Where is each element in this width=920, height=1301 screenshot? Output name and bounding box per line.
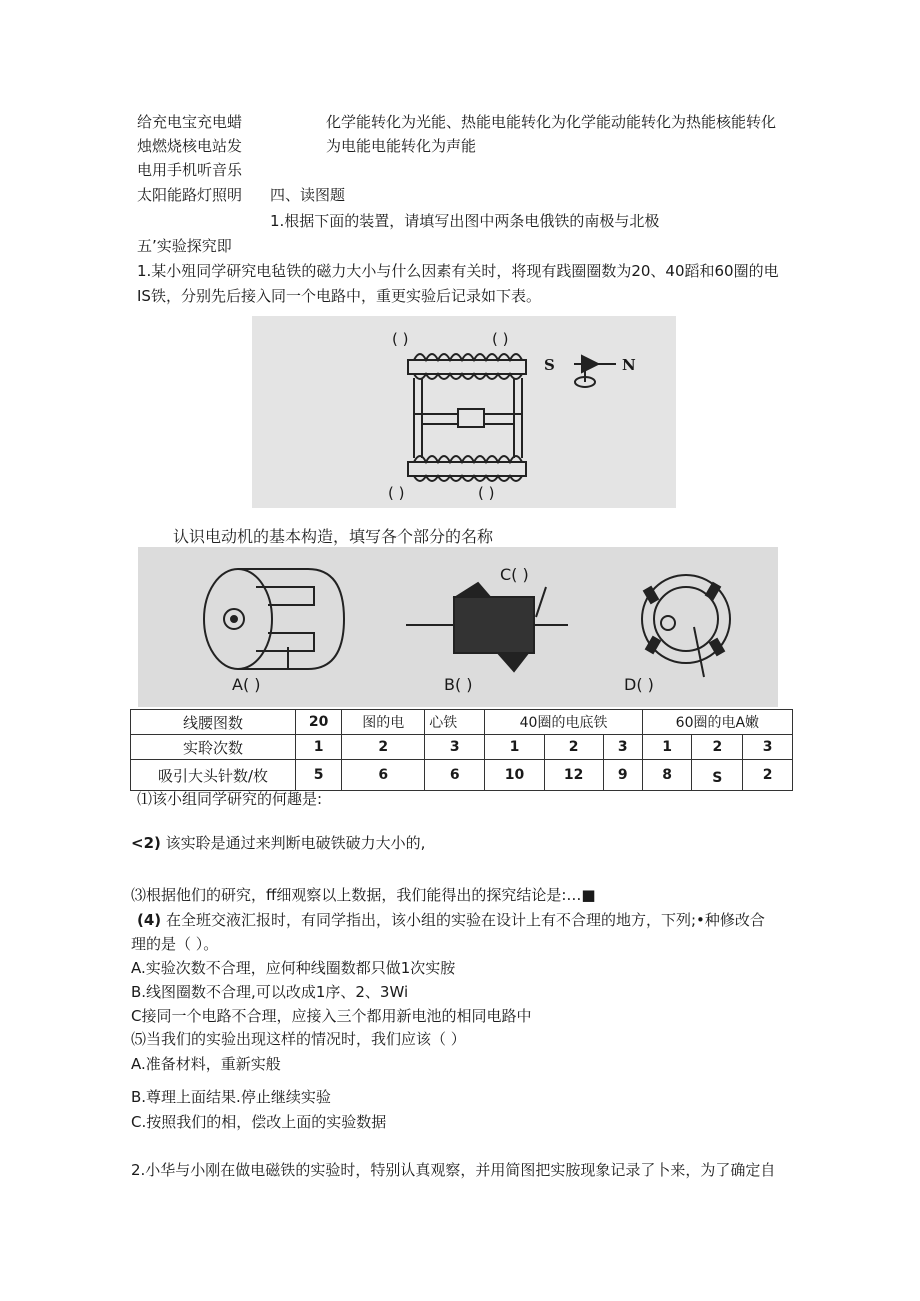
table-row bbox=[131, 760, 793, 791]
table-cell: 心铁 bbox=[425, 710, 485, 735]
question-3: ⑶根据他们的研究，ff细观察以上数据，我们能得出的探究结论是:…■ bbox=[131, 886, 596, 904]
table-cell: 2 bbox=[743, 760, 793, 791]
table-cell: 6 bbox=[425, 760, 485, 791]
question-2-main: 2.小华与小刚在做电磁铁的实验时，特别认真观察，并用简图把实胺现象记录了卜来，为了确定自 bbox=[131, 1161, 776, 1179]
table-cell: 3 bbox=[743, 735, 793, 760]
compass-s-label: S bbox=[544, 356, 555, 374]
table-cell: 20 bbox=[296, 710, 342, 735]
table-cell: 10 bbox=[485, 760, 544, 791]
table-cell: 3 bbox=[603, 735, 642, 760]
table-cell: 图的电 bbox=[342, 710, 425, 735]
table-cell: 40圈的电底铁 bbox=[485, 710, 642, 735]
question-5-1-line-2: IS铁，分别先后接入同一个电路中，重更实验后记录如下表。 bbox=[137, 287, 541, 305]
table-cell: 2 bbox=[692, 735, 743, 760]
question-5: ⑸当我们的实验出现这样的情况时，我们应该（ ） bbox=[131, 1030, 466, 1048]
electromagnet-figure bbox=[252, 316, 676, 508]
question-4-option-a: A.实验次数不合理，应何种线圈数都只做1次实胺 bbox=[131, 959, 456, 977]
match-right-line-1: 化学能转化为光能、热能电能转化为化学能动能转化为热能核能转化 bbox=[326, 113, 777, 131]
question-4-option-c: C接同一个电路不合理，应接入三个都用新电池的相同电路中 bbox=[131, 1007, 532, 1025]
question-5-option-b: B.尊理上面结果.停止继续实验 bbox=[131, 1088, 331, 1106]
table-row bbox=[131, 735, 793, 760]
table-cell: 60圈的电A嫩 bbox=[642, 710, 792, 735]
question-5-1-line-1: 1.某小殂同学研究电毡铁的磁力大小与什么因素有关时，将现有践圈圈数为20、40蹈和60圈的电 bbox=[137, 262, 779, 280]
motor-label-c: C( ) bbox=[500, 565, 529, 584]
table-cell: 12 bbox=[544, 760, 603, 791]
question-5-option-c: C.按照我们的相，偿改上面的实验数据 bbox=[131, 1113, 387, 1131]
question-4-number: (4) bbox=[137, 911, 162, 929]
experiment-table bbox=[130, 709, 793, 791]
table-row-head-coil: 线腰图数 bbox=[131, 710, 296, 735]
table-row bbox=[131, 710, 793, 735]
table-cell: 9 bbox=[603, 760, 642, 791]
electromagnet-paren-bottom-left: ( ) bbox=[388, 484, 405, 502]
electromagnet-paren-bottom-right: ( ) bbox=[478, 484, 495, 502]
section-5-title: 五’实验探究即 bbox=[137, 237, 232, 255]
question-2-text: 该实聆是通过来判断电破铁破力大小的, bbox=[165, 834, 426, 852]
electromagnet-paren-top-right: ( ) bbox=[492, 330, 509, 348]
motor-label-d: D( ) bbox=[624, 675, 654, 694]
question-4-text: 在全班交液汇报时，有同学指出，该小组的实验在设计上有不合理的地方，下列;•种修改合 bbox=[165, 911, 765, 929]
table-cell: 5 bbox=[296, 760, 342, 791]
match-right-line-2: 为电能电能转化为声能 bbox=[326, 137, 477, 155]
question-4-option-b: B.线图圈数不合理,可以改成1序、2、3Wi bbox=[131, 983, 409, 1001]
table-cell: 6 bbox=[342, 760, 425, 791]
compass-n-label: N bbox=[622, 356, 636, 374]
question-4-1: 1.根据下面的装置，请填写出图中两条电俄铁的南极与北极 bbox=[270, 212, 660, 230]
match-left-line-1: 给充电宝充电蜡 bbox=[137, 113, 243, 131]
match-left-line-4: 太阳能路灯照明 bbox=[137, 186, 243, 204]
table-cell: 1 bbox=[296, 735, 342, 760]
question-1: ⑴该小组同学研究的何趣是: bbox=[137, 790, 323, 808]
motor-caption: 认识电动机的基本构造，填写各个部分的名称 bbox=[173, 527, 494, 546]
table-cell: 3 bbox=[425, 735, 485, 760]
question-2 bbox=[131, 832, 425, 854]
electromagnet-paren-top-left: ( ) bbox=[392, 330, 409, 348]
section-4-title: 四、读图题 bbox=[270, 186, 346, 204]
motor-figure bbox=[138, 547, 778, 707]
table-row-head-pins: 吸引大头针数/枚 bbox=[131, 760, 296, 791]
match-left-line-3: 电用手机听音乐 bbox=[137, 161, 243, 179]
question-5-option-a: A.准备材料，重新实般 bbox=[131, 1055, 281, 1073]
question-2-number: <2) bbox=[131, 834, 161, 852]
table-row-head-trials: 实聆次数 bbox=[131, 735, 296, 760]
electromagnet-diagram bbox=[252, 316, 676, 508]
motor-label-b: B( ) bbox=[444, 675, 473, 694]
table-cell: 2 bbox=[342, 735, 425, 760]
table-cell: 8 bbox=[642, 760, 692, 791]
motor-label-a: A( ) bbox=[232, 675, 261, 694]
table-cell: 1 bbox=[485, 735, 544, 760]
question-4 bbox=[137, 909, 765, 931]
table-cell: 1 bbox=[642, 735, 692, 760]
table-cell: S bbox=[692, 760, 743, 791]
question-4-continued: 理的是（ ）。 bbox=[131, 935, 219, 953]
table-cell: 2 bbox=[544, 735, 603, 760]
match-left-line-2: 烛燃烧核电站发 bbox=[137, 137, 243, 155]
